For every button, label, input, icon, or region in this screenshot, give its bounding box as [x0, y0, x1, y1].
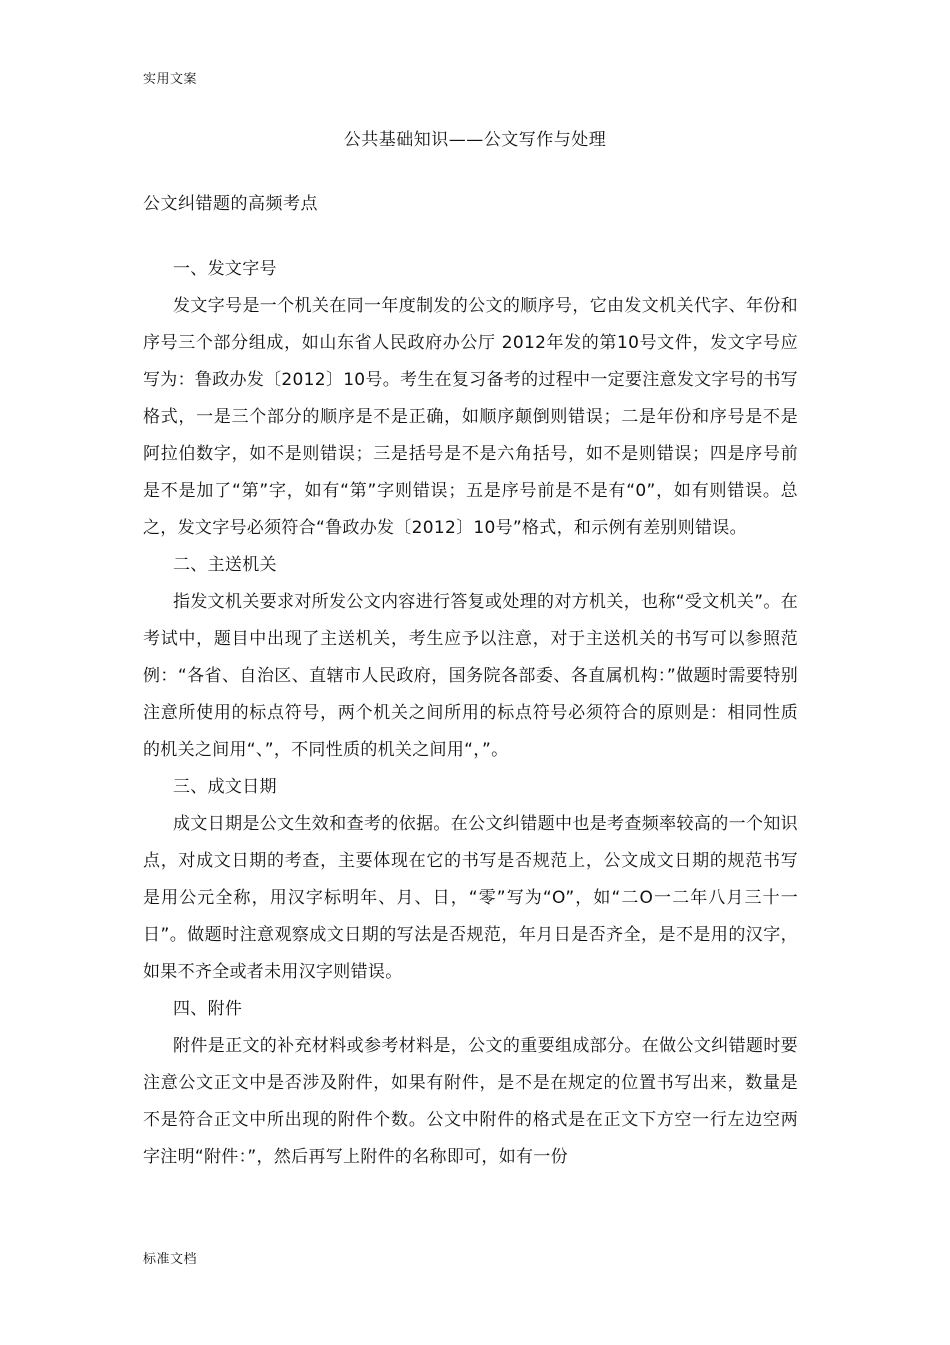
section-paragraph: 附件是正文的补充材料或参考材料是，公文的重要组成部分。在做公文纠错题时要注意公文正文中是否涉及附件，如果有附件，是不是在规定的位置书写出来，数量是不是符合正文中所出现的附件个数。公文中附件的格式是在正文下方空一行左边空两字注明“附件：”，然后再写上附件的名称即可，如有一份 [143, 1036, 798, 1167]
section-paragraph: 指发文机关要求对所发公文内容进行答复或处理的对方机关，也称“受文机关”。在考试中，题目中出现了主送机关，考生应予以注意，对于主送机关的书写可以参照范例：“各省、自治区、直辖市人民政府，国务院各部委、各直属机构：”做题时需要特别注意所使用的标点符号，两个机关之间所用的标点符号必须符合的原则是：相同性质的机关之间用“、”，不同性质的机关之间用“，”。 [143, 592, 798, 760]
document-title: 公共基础知识——公文写作与处理 [343, 130, 607, 150]
page-footer: 标准文档 [143, 1252, 198, 1267]
section-heading: 一、发文字号 [173, 259, 277, 279]
document-body [143, 251, 798, 1176]
section-heading: 二、主送机关 [173, 555, 277, 575]
section-heading: 四、附件 [173, 999, 243, 1019]
section-paragraph: 发文字号是一个机关在同一年度制发的公文的顺序号，它由发文机关代字、年份和序号三个部分组成，如山东省人民政府办公厅 2012年发的第10号文件，发文字号应写为：鲁政办发〔2012〕10号。考生在复习备考的过程中一定要注意发文字号的书写格式，一是三个部分的顺序是不是正确，如顺序颠倒则错误；二是年份和序号是不是阿拉伯数字，如不是则错误；三是括号是不是六角括号，如不是则错误；四是序号前是不是加了“第”字，如有“第”字则错误；五是序号前是不是有“0”，如有则错误。总之，发文字号必须符合“鲁政办发〔2012〕10号”格式，和示例有差别则错误。 [143, 296, 798, 538]
section-paragraph: 成文日期是公文生效和查考的依据。在公文纠错题中也是考查频率较高的一个知识点，对成文日期的考查，主要体现在它的书写是否规范上，公文成文日期的规范书写是用公元全称，用汉字标明年、月、日，“零”写为“O”，如“二O一二年八月三十一日”。做题时注意观察成文日期的写法是否规范，年月日是否齐全，是不是用的汉字，如果不齐全或者未用汉字则错误。 [143, 814, 798, 982]
page-header: 实用文案 [143, 72, 198, 87]
document-subtitle: 公文纠错题的高频考点 [143, 194, 318, 214]
section-heading: 三、成文日期 [173, 777, 277, 797]
